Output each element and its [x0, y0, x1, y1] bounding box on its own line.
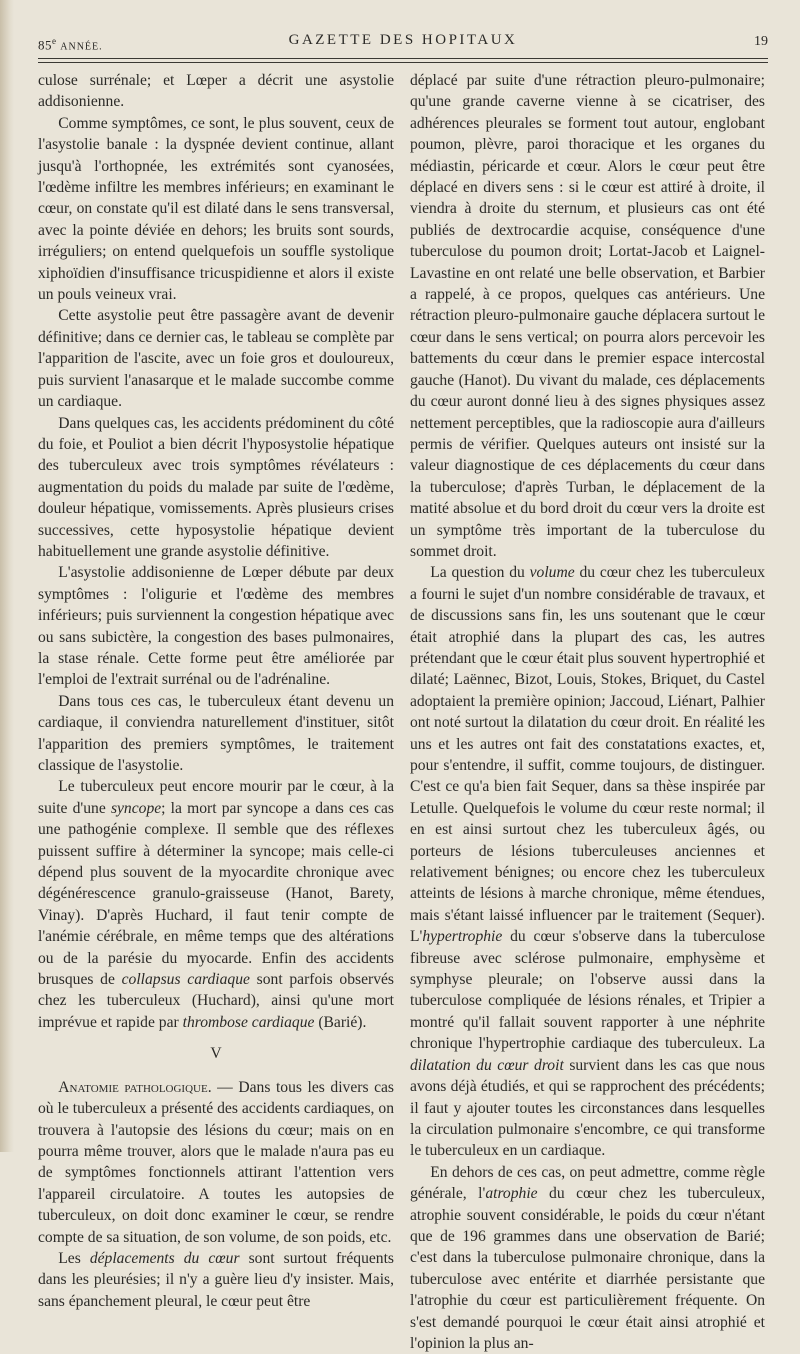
italic-term: atrophie	[485, 1185, 538, 1203]
text-run: du cœur chez les tuberculeux a fourni le sujet d'un nombre considérable de travaux, et de discussions sans fin, les uns soutenant que le cœur était atrophié dans la plupart des cas, les autres prétendant que le cœur était plus souvent hypertrophié et dilaté; Laënnec, Bizot, Louis, Stokes, Briquet, du Castel adoptaient la première opinion; Jaccoud, Liénart, Palhier ont noté surtout la dilatation du cœur droit. En réalité les uns et les autres ont fait des constatations exactes, et, pour s'entendre, il suffit, comme toujours, de distinguer. C'est ce qu'a bien fait Sequer, dans sa thèse inspirée par Letulle. Quelquefois le volume du cœur reste normal; il en est ainsi surtout chez les tuberculeux âgés, ou porteurs de lésions tuberculeuses anciennes et relativement bénignes; ou encore chez les tuberculeux atteints de lésions à marche chronique, même étendues, mais s'étant laissé influencer par le traitement (Sequer). L'	[410, 564, 765, 946]
paragraph: culose surrénale; et Lœper a décrit une asystolie addisonienne.	[38, 72, 394, 111]
paragraph: déplacé par suite d'une rétraction pleuro-pulmonaire; qu'une grande caverne vienne à se cicatriser, des adhérences pleurales se forment tout autour, englobant poumon, plèvre, paroi thoracique et les organes du médiastin, péricarde et cœur. Alors le cœur peut être déplacé en divers sens : si le cœur est attiré à droite, il viendra à droite du sternum, et plusieurs cas ont été publiés de dextrocardie acquise, conséquence d'une tuberculose du poumon droit; Lortat-Jacob et Laignel-Lavastine en ont relaté une belle observation, et Barbier a rappelé, à ce propos, quelques cas antérieurs. Une rétraction pleuro-pulmonaire gauche déplacera surtout le cœur dans le sens vertical; on pourra alors percevoir les battements du cœur dans le premier espace intercostal gauche (Hanot). Du vivant du malade, ces déplacements du cœur auront donné lieu à des signes physiques assez nettement perceptibles, que la radioscopie aura d'ailleurs permis de vérifier. Quelques auteurs ont insisté sur la valeur diagnostique de ces déplacements du cœur dans la tuberculose; d'après Turban, le déplacement de la matité absolue et du bord droit du cœur vers la droite est un symptôme très important de la tuberculose du sommet droit.	[410, 72, 765, 560]
text-run: sont parfois observés chez les tuberculeux (Huchard), ainsi qu'une mort imprévue et rapide par	[38, 971, 394, 1031]
italic-term: thrombose cardiaque	[182, 1013, 315, 1031]
text-run: sont surtout fréquents dans les pleurésies; il n'y a guère lieu d'y insister. Mais, sans épanchement pleural, le cœur peut être	[38, 1249, 395, 1310]
header-rule	[38, 58, 768, 59]
text-run: En dehors de ces cas, on peut admettre, comme règle générale, l'	[410, 1163, 765, 1203]
right-column	[410, 70, 765, 1354]
paragraph	[410, 562, 765, 1161]
paragraph	[38, 1248, 394, 1312]
italic-term: déplacements du cœur	[89, 1249, 240, 1267]
italic-term: dilatation du cœur droit	[410, 1056, 564, 1074]
text-run: ; la mort par syncope a dans ces cas une pathogénie complexe. Il semble que des réflexes puissent suffire à déterminer la syncope; mais celle-ci dépend plus souvent de la myocardite chronique avec dégénérescence granulo-graisseuse (Hanot, Barety, Vinay). D'après Huchard, il faut tenir compte de l'anémie cérébrale, en même temps que des altérations ou de la parésie du myocarde. Enfin des accidents brusques de	[38, 799, 394, 989]
journal-title: GAZETTE DES HOPITAUX	[288, 32, 518, 48]
header-rule-thin	[38, 62, 768, 63]
text-run: — Dans tous les divers cas où le tuberculeux a présenté des accidents cardiaques, on trouvera à l'autopsie des lésions du cœur; mais on en pourra même trouver, alors que le malade n'aura pas eu de symptômes fonctionnels attirant l'attention vers l'appareil circulatoire. A toutes les autopsies de tuberculeux, on doit donc examiner le cœur, se rendre compte de sa situation, de son volume, de son poids, etc.	[38, 1078, 394, 1246]
issue-word: ANNÉE.	[60, 41, 103, 53]
paragraph: L'asystolie addisonienne de Lœper débute par deux symptômes : l'oligurie et l'œdème des membres inférieurs; puis surviennent la congestion hépatique avec ou sans subictère, la congestion des bases pulmonaires, la stase rénale. Cette forme peut être améliorée par l'emploi de l'extrait surrénal ou de l'adrénaline.	[38, 564, 394, 689]
page-header	[38, 30, 768, 52]
paragraph: Comme symptômes, ce sont, le plus souvent, ceux de l'asystolie banale : la dyspnée devient continue, allant jusqu'à l'orthopnée, les extrémités sont cyanosées, l'œdème infiltre les membres inférieurs; en examinant le cœur, on constate qu'il est dilaté dans le sens transversal, avec la pointe déviée en dehors; les bruits sont sourds, irréguliers; on entend quelquefois un souffle systolique xiphoïdien d'insuffisance tricuspidienne et alors il existe un pouls veineux vrai.	[38, 114, 394, 304]
italic-term: syncope	[110, 799, 162, 817]
italic-term: hypertrophie	[422, 928, 503, 946]
paragraph	[410, 1162, 765, 1354]
text-run: Le tuberculeux peut encore mourir par le cœur, à la suite d'une	[38, 778, 394, 817]
left-column	[38, 70, 394, 1312]
issue-superscript: e	[52, 36, 57, 46]
section-number: V	[210, 1045, 222, 1063]
page-binding-edge	[0, 0, 14, 1152]
text-run: Les	[58, 1249, 90, 1267]
paragraph: Dans tous ces cas, le tuberculeux étant devenu un cardiaque, il conviendra naturellement d'instituer, sitôt l'apparition des premiers symptômes, le traitement classique de l'asystolie.	[38, 692, 394, 774]
paragraph	[38, 776, 394, 1033]
text-run: du cœur chez les tuberculeux, atrophie souvent considérable, le poids du cœur n'étant que de 196 grammes dans une observation de Barié; c'est dans la tuberculose pulmonaire chronique, dans la tuberculose avec entérite et diarrhée persistante que l'atrophie du cœur est particulièrement fréquente. On s'est demandé pourquoi le cœur était ainsi atrophié et l'opinion la plus an-	[410, 1185, 765, 1352]
issue-number: 85	[38, 37, 52, 53]
text-run: (Barié).	[314, 1013, 367, 1031]
paragraph	[38, 1077, 394, 1248]
section-heading: Anatomie pathologique.	[58, 1078, 212, 1096]
text-run: La question du	[430, 564, 530, 582]
paragraph: Dans quelques cas, les accidents prédominent du côté du foie, et Pouliot a bien décrit l'hyposystolie hépatique des tuberculeux avec trois symptômes révélateurs : augmentation du poids du malade par suite de l'œdème, douleur hépatique, vomissements. Après plusieurs crises successives, cette hyposystolie hépatique devient habituellement une grande asystolie définitive.	[38, 414, 394, 560]
italic-term: collapsus cardiaque	[121, 971, 250, 989]
page-number: 19	[754, 34, 768, 49]
paragraph: Cette asystolie peut être passagère avant de devenir définitive; dans ce dernier cas, le tableau se complète par l'apparition de l'ascite, avec un foie gros et douloureux, puis survient l'anasarque et le malade succombe comme un cardiaque.	[38, 307, 394, 411]
text-run: survient dans les cas que nous avons déjà étudiés, et qui se rapprochent des précédents; il faut y ajouter toutes les circonstances dans lesquelles la circulation pulmonaire s'encombre, ce qui transforme le tuberculeux en un cardiaque.	[410, 1056, 766, 1160]
text-run: du cœur s'observe dans la tuberculose fibreuse avec sclérose pulmonaire, emphysème et symphyse pleurale; on l'observe aussi dans la tuberculose compliquée de lésions rénales, et Tripier a montré qu'il fallait souvent rapporter à une néphrite chronique l'hypertrophie cardiaque des tuberculeux. La	[410, 928, 765, 1053]
italic-term: volume	[529, 564, 575, 582]
